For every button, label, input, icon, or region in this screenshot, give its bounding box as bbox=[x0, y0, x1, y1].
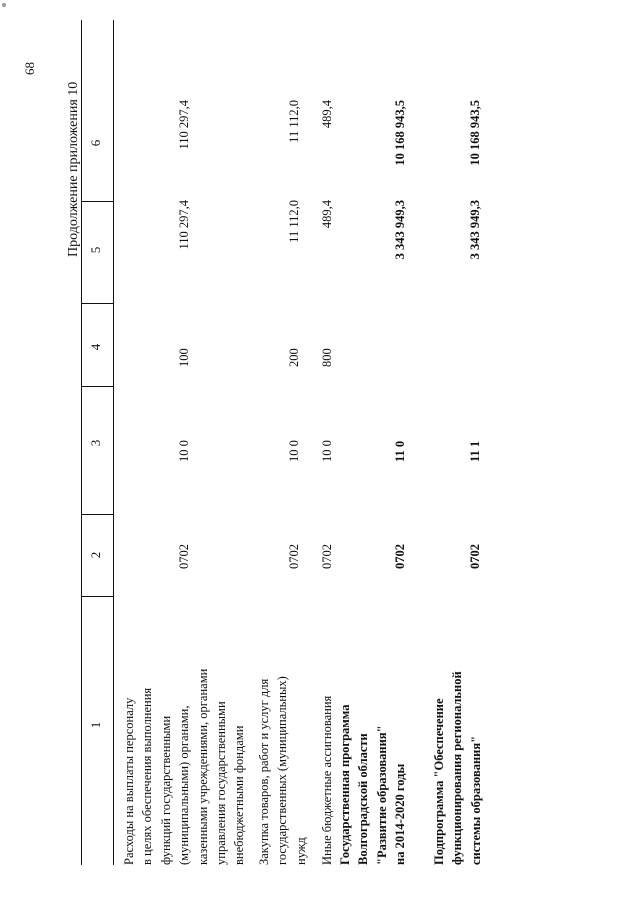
target-item: 11 1 bbox=[468, 440, 482, 462]
section-code: 0702 bbox=[468, 544, 482, 569]
amount-col5: 3 343 949,3 bbox=[393, 200, 407, 260]
header-column-divider bbox=[81, 201, 113, 202]
column-number-2: 2 bbox=[88, 551, 103, 559]
amount-col5: 3 343 949,3 bbox=[468, 200, 482, 260]
column-number-5: 5 bbox=[88, 246, 103, 254]
target-item: 10 0 bbox=[177, 440, 191, 462]
amount-col6: 110 297,4 bbox=[177, 100, 191, 150]
header-column-divider bbox=[81, 596, 113, 597]
amount-col5: 110 297,4 bbox=[177, 200, 191, 250]
table-row-name: Государственная программа Волгоградской области "Развитие образования" на 2014-2020 годы bbox=[338, 704, 408, 865]
expense-type: 200 bbox=[287, 348, 301, 367]
header-column-divider bbox=[81, 514, 113, 515]
target-item: 10 0 bbox=[287, 440, 301, 462]
table-row-name: Расходы на выплаты персоналу в целях обеспечения выполнения функций государственными (муниципальными) органами, казенными учреждениями, органами управления государственными внебюджетными фондами bbox=[122, 668, 247, 865]
expense-type: 100 bbox=[177, 348, 191, 367]
amount-col5: 11 112,0 bbox=[287, 200, 301, 243]
column-number-3: 3 bbox=[88, 439, 103, 447]
section-code: 0702 bbox=[287, 544, 301, 569]
amount-col6: 10 168 943,5 bbox=[393, 100, 407, 166]
column-number-4: 4 bbox=[88, 343, 103, 351]
section-code: 0702 bbox=[177, 544, 191, 569]
column-number-1: 1 bbox=[88, 721, 103, 729]
target-item: 11 0 bbox=[393, 440, 407, 462]
header-column-divider bbox=[81, 386, 113, 387]
amount-col6: 489,4 bbox=[320, 100, 334, 129]
table-header-rule bbox=[113, 20, 114, 865]
header-column-divider bbox=[81, 303, 113, 304]
table-row-name: Подпрограмма "Обеспечение функционирования региональной системы образования" bbox=[432, 671, 483, 865]
appendix-continuation-note: Продолжение приложения 10 bbox=[66, 81, 81, 257]
amount-col5: 489,4 bbox=[320, 200, 334, 229]
section-code: 0702 bbox=[320, 544, 334, 569]
table-row-name: Закупка товаров, работ и услуг для государственных (муниципальных) нужд bbox=[257, 676, 308, 865]
page-number: 68 bbox=[22, 62, 37, 75]
table-top-rule bbox=[81, 20, 82, 865]
expense-type: 800 bbox=[320, 348, 334, 367]
table-row-name: Иные бюджетные ассигнования bbox=[320, 695, 334, 865]
target-item: 10 0 bbox=[320, 440, 334, 462]
amount-col6: 11 112,0 bbox=[287, 100, 301, 143]
scan-artifact bbox=[2, 3, 6, 7]
amount-col6: 10 168 943,5 bbox=[468, 100, 482, 166]
column-number-6: 6 bbox=[88, 139, 103, 147]
section-code: 0702 bbox=[393, 544, 407, 569]
